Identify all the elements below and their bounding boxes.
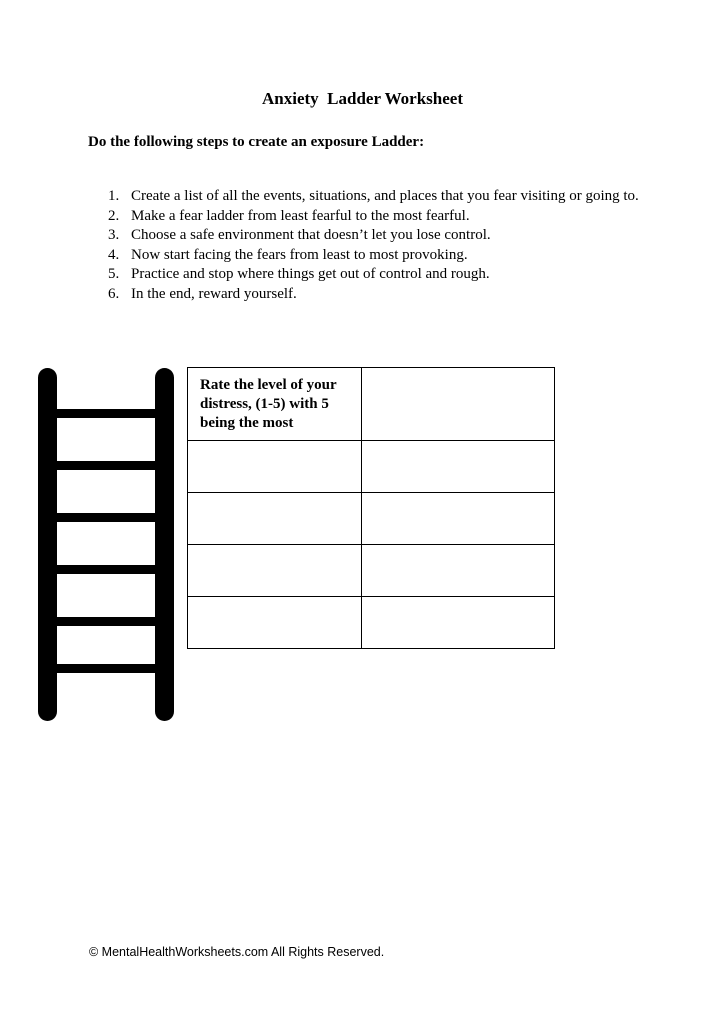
rating-header-cell: [188, 368, 362, 441]
ladder-rung: [53, 664, 159, 673]
header-blank-cell[interactable]: [362, 368, 555, 441]
fear-cell[interactable]: [362, 493, 555, 545]
table-header-row: [188, 368, 555, 441]
step-number: 1.: [108, 188, 120, 204]
list-item: [108, 187, 668, 207]
rating-cell[interactable]: [188, 597, 362, 649]
step-number: 2.: [108, 207, 120, 224]
fear-ladder-table: [187, 367, 555, 649]
step-text: Practice and stop where things get out of control and rough.: [131, 266, 490, 282]
rating-cell[interactable]: [188, 441, 362, 493]
step-number: 3.: [108, 227, 120, 243]
ladder-rung: [53, 461, 159, 470]
step-number: 6.: [108, 285, 120, 302]
copyright-footer: © MentalHealthWorksheets.com All Rights Reserved.: [89, 945, 385, 959]
ladder-rung: [53, 565, 159, 574]
table-row: [188, 441, 555, 493]
step-number: 5.: [108, 266, 120, 282]
instructions-heading: Do the following steps to create an exposure Ladder:: [88, 134, 425, 150]
rating-cell[interactable]: [188, 493, 362, 545]
step-number: 4.: [108, 246, 120, 263]
table-row: [188, 545, 555, 597]
ladder-rung: [53, 513, 159, 522]
list-item: [108, 265, 668, 285]
rating-header-label: Rate the level of your distress, (1-5) with 5 being the most: [200, 377, 337, 431]
fear-cell[interactable]: [362, 441, 555, 493]
list-item: [108, 285, 668, 305]
ladder-rung: [53, 617, 159, 626]
steps-list: [108, 187, 668, 304]
list-item: [108, 246, 668, 266]
fear-cell[interactable]: [362, 545, 555, 597]
ladder-rung: [53, 409, 159, 418]
step-text: Create a list of all the events, situations, and places that you fear visiting or going to.: [131, 188, 639, 204]
step-text: Now start facing the fears from least to most provoking.: [131, 246, 468, 263]
table-row: [188, 597, 555, 649]
step-text: In the end, reward yourself.: [131, 285, 297, 302]
fear-cell[interactable]: [362, 597, 555, 649]
step-text: Choose a safe environment that doesn’t let you lose control.: [131, 227, 491, 243]
page-title: Anxiety Ladder Worksheet: [261, 89, 464, 108]
step-text: Make a fear ladder from least fearful to the most fearful.: [131, 207, 470, 224]
rating-cell[interactable]: [188, 545, 362, 597]
ladder-illustration: [38, 368, 174, 721]
list-item: [108, 226, 668, 246]
table-row: [188, 493, 555, 545]
list-item: [108, 207, 668, 227]
